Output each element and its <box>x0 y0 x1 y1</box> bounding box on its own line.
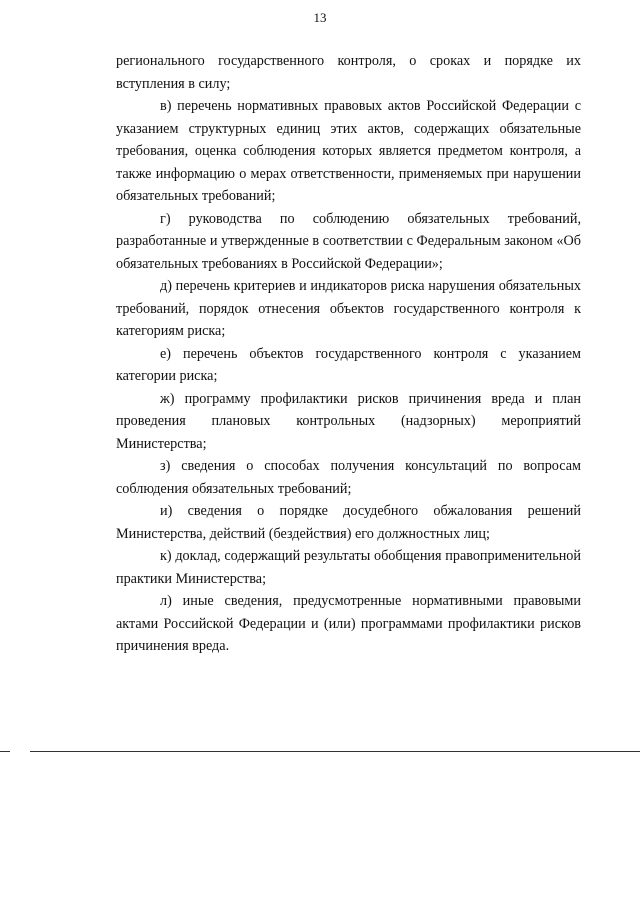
page-divider-left <box>0 751 10 752</box>
paragraph-item-g: г) руководства по соблюдению обязательных требований, разработанные и утвержденные в соответствии с Федеральным законом «Об обязательных требованиях в Российской Федерации»; <box>116 210 581 272</box>
paragraph-item-zh: ж) программу профилактики рисков причинения вреда и план проведения плановых контрольных (надзорных) мероприятий Министерства; <box>116 390 581 452</box>
document-body <box>116 50 581 658</box>
paragraph-continuation: регионального государственного контроля, о сроках и порядке их вступления в силу; <box>116 53 581 92</box>
paragraph-item-l: л) иные сведения, предусмотренные нормативными правовыми актами Российской Федерации и (или) программами профилактики рисков причинения вреда. <box>116 593 581 654</box>
paragraph-item-d: д) перечень критериев и индикаторов риска нарушения обязательных требований, порядок отнесения объектов государственного контроля к категориям риска; <box>116 278 581 339</box>
paragraph-item-e: е) перечень объектов государственного контроля с указанием категории риска; <box>116 345 581 384</box>
paragraph-item-z: з) сведения о способах получения консультаций по вопросам соблюдения обязательных требований; <box>116 458 581 497</box>
paragraph-item-i: и) сведения о порядке досудебного обжалования решений Министерства, действий (бездействия) его должностных лиц; <box>116 503 581 542</box>
paragraph-item-v: в) перечень нормативных правовых актов Российской Федерации с указанием структурных единиц этих актов, содержащих обязательные требования, оценка соблюдения которых является предметом контроля, а также информацию о мерах ответственности, применяемых при нарушении обязательных требований; <box>116 98 581 204</box>
page-number: 13 <box>313 10 327 25</box>
paragraph-item-k: к) доклад, содержащий результаты обобщения правоприменительной практики Министерства; <box>116 548 581 587</box>
page-divider <box>30 751 640 752</box>
